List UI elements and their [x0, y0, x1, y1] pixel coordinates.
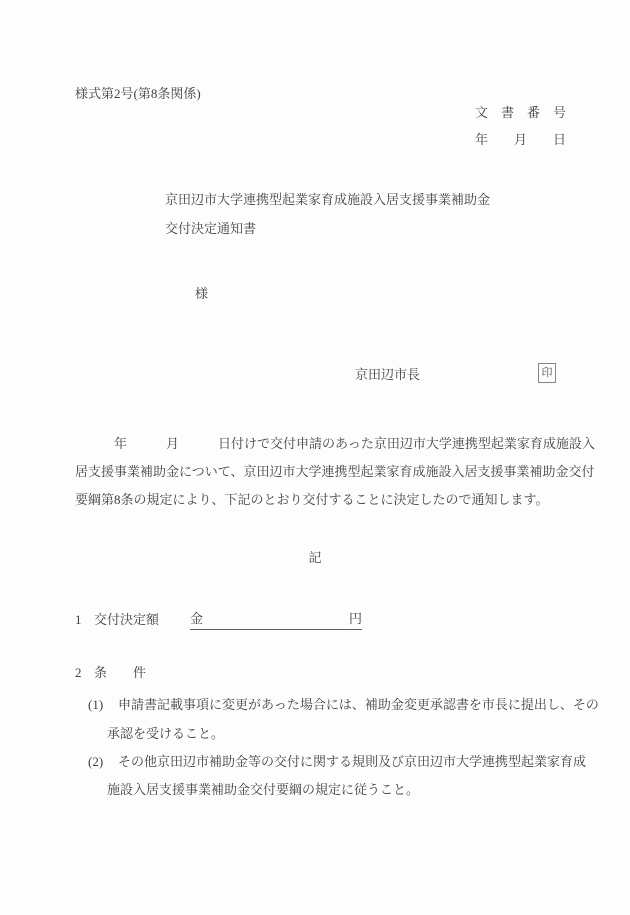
mayor-signature: 京田辺市長 — [355, 367, 421, 382]
item2-label: 条 件 — [94, 665, 147, 680]
amount-fill-line — [190, 611, 362, 630]
seal-mark: 印 — [541, 367, 553, 379]
doc-number-placeholder: 文 書 番 号 — [474, 105, 566, 120]
item2-number: 2 — [75, 665, 82, 680]
item1-number: 1 — [75, 612, 82, 627]
document-title-line1: 京田辺市大学連携型起業家育成施設入居支援事業補助金 — [165, 192, 491, 207]
condition2-line2: 施設入居支援事業補助金交付要綱の規定に従うこと。 — [107, 782, 420, 797]
amount-prefix: 金 — [190, 611, 204, 626]
form-number: 様式第2号(第8条関係) — [75, 86, 201, 101]
condition1-line2: 承認を受けること。 — [107, 726, 225, 741]
condition1-number: (1) — [88, 697, 104, 712]
date-placeholder: 年 月 日 — [474, 132, 566, 147]
amount-suffix: 円 — [348, 611, 362, 626]
addressee-suffix: 様 — [195, 286, 209, 301]
condition2-line1: その他京田辺市補助金等の交付に関する規則及び京田辺市大学連携型起業家育成 — [118, 754, 587, 769]
condition1-line1: 申請書記載事項に変更があった場合には、補助金変更承認書を市長に提出し、その — [118, 697, 599, 712]
body-line2: 居支援事業補助金について、京田辺市大学連携型起業家育成施設入居支援事業補助金交付 — [75, 464, 595, 479]
body-line3: 要綱第8条の規定により、下記のとおり交付することに決定したので通知します。 — [75, 492, 549, 507]
record-marker: 記 — [308, 550, 322, 565]
body-line1: 年 月 日付けで交付申請のあった京田辺市大学連携型起業家育成施設入 — [75, 436, 595, 451]
condition2-number: (2) — [88, 754, 104, 769]
seal-box — [538, 363, 556, 383]
item1-label: 交付決定額 — [94, 612, 160, 627]
document-title-line2: 交付決定通知書 — [165, 221, 257, 236]
